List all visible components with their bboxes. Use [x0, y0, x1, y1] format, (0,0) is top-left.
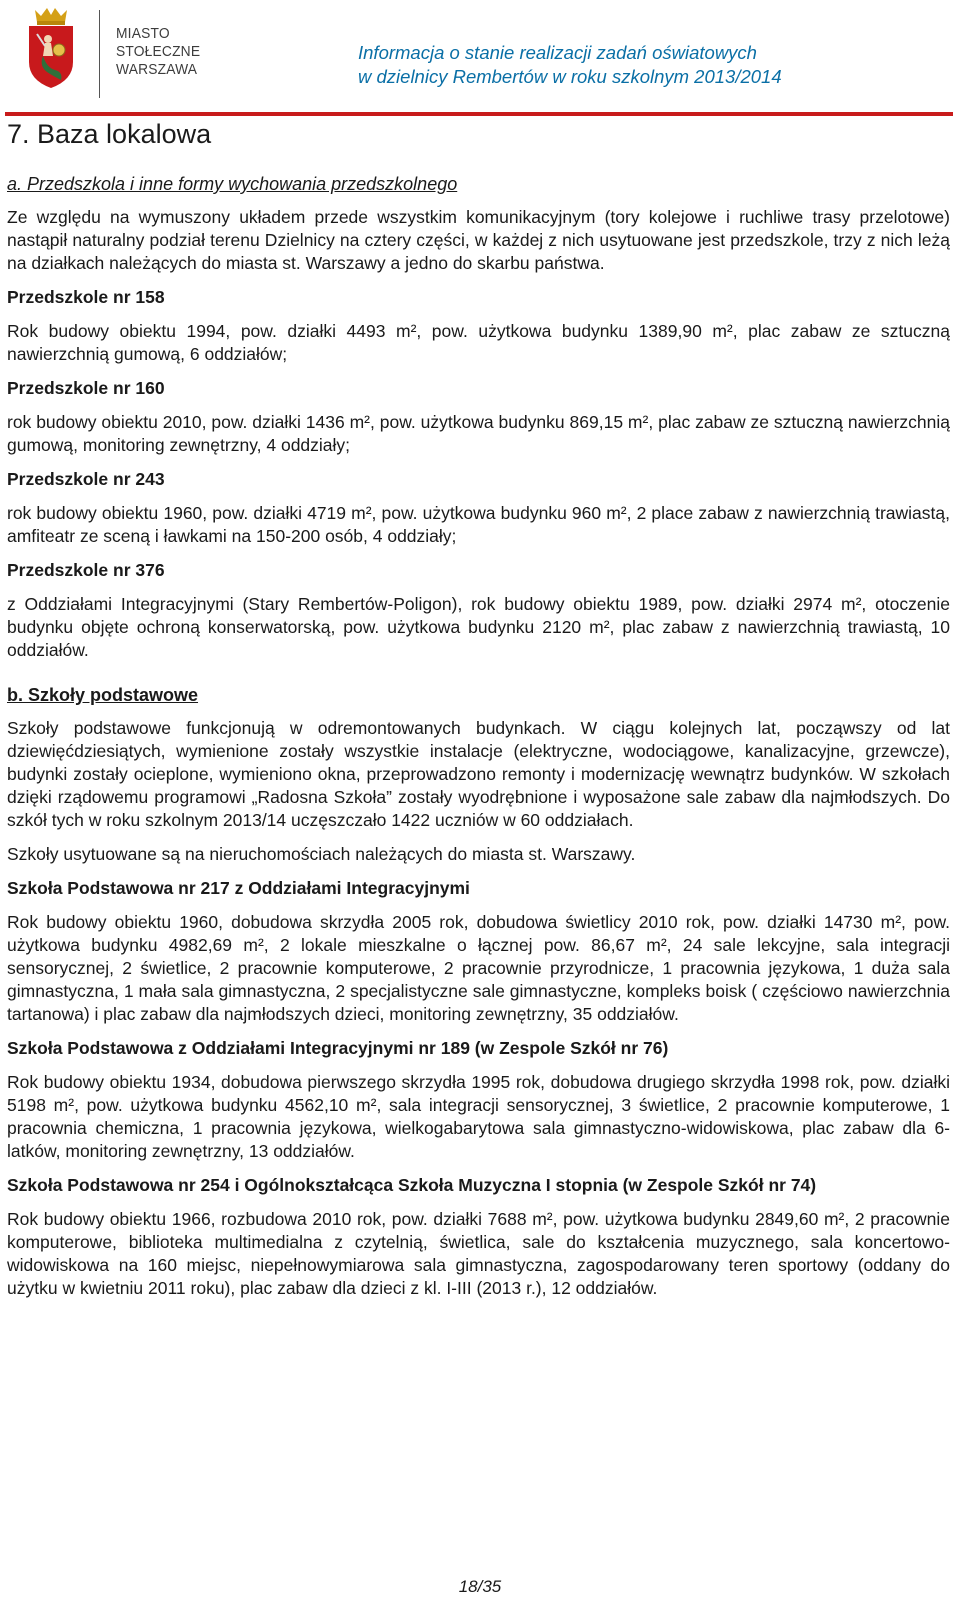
preschools-heading: a. Przedszkola i inne formy wychowania przedszkolnego — [7, 174, 458, 194]
logo-line: WARSZAWA — [116, 61, 198, 78]
preschool-description: Rok budowy obiektu 1994, pow. działki 4493 m², pow. użytkowa budynku 1389,90 m², plac zabaw ze sztuczną nawierzchnią gumową, 6 oddziałów; — [7, 321, 950, 364]
school-name: Szkoła Podstawowa nr 254 i Ogólnokształcąca Szkoła Muzyczna I stopnia (w Zespole Szkół nr 74) — [7, 1175, 817, 1195]
header-divider — [99, 10, 100, 98]
page-header — [0, 0, 960, 118]
page-content — [7, 115, 950, 1300]
warsaw-crest-icon — [25, 6, 77, 90]
schools-heading: b. Szkoły podstawowe — [7, 685, 199, 705]
preschools-intro: Ze względu na wymuszony układem przede wszystkim komunikacyjnym (tory kolejowe i ruchliwe trasy przelotowe) nastąpił naturalny podział terenu Dzielnicy na cztery części, w każdej z nich usytuowane jest przedszkole, trzy z nich leżą na działkach należących do miasta st. Warszawy a jedno do skarbu państwa. — [7, 207, 950, 273]
schools-ownership: Szkoły usytuowane są na nieruchomościach należących do miasta st. Warszawy. — [7, 844, 636, 864]
preschool-description: z Oddziałami Integracyjnymi (Stary Rembertów-Poligon), rok budowy obiektu 1989, pow. działki 2974 m², otoczenie budynku objęte ochroną konserwatorską, pow. użytkowa budynku 2120 m², plac zabaw z nawierzchnią trawiastą, 10 oddziałów. — [7, 594, 950, 660]
preschool-description: rok budowy obiektu 1960, pow. działki 4719 m², pow. użytkowa budynku 960 m², 2 place zabaw z nawierzchnią trawiastą, amfiteatr ze sceną i ławkami na 150-200 osób, 4 oddziały; — [7, 503, 950, 546]
school-description: Rok budowy obiektu 1934, dobudowa pierwszego skrzydła 1995 rok, dobudowa drugiego skrzydła 1998 rok, pow. działki 5198 m², pow. użytkowa budynku 4562,10 m², sala integracji sensorycznej, 3 świetlice, 2 pracownie komputerowe, 1 pracownia chemiczna, 1 pracownia językowa, wielkogabarytowa sala gimnastyczno-widowiskowa, plac zabaw dla 6-latków, monitoring zewnętrzny, 13 oddziałów. — [7, 1072, 950, 1161]
header-title-line: Informacja o stanie realizacji zadań oświatowych — [358, 42, 757, 63]
preschool-name: Przedszkole nr 376 — [7, 560, 165, 580]
document-header-title — [358, 41, 943, 89]
school-description: Rok budowy obiektu 1960, dobudowa skrzydła 2005 rok, dobudowa świetlicy 2010 rok, pow. działki 14730 m², pow. użytkowa budynku 4982,69 m², 2 lokale mieszkalne o łącznej pow. 86,67 m², 24 sale lekcyjne, sala integracji sensorycznej, 2 świetlice, 2 pracownie komputerowe, 2 pracownie przyrodnicze, 1 pracownia językowa, 1 duża sala gimnastyczna, 1 mała sala gimnastyczna, 2 specjalistyczne sale gimnastyczne, kompleks boisk ( częściowo nawierzchnia tartanowa) i plac zabaw dla najmłodszych dzieci, monitoring zewnętrzny, 35 oddziałów. — [7, 912, 950, 1024]
city-logo-text — [116, 25, 200, 79]
school-name: Szkoła Podstawowa z Oddziałami Integracyjnymi nr 189 (w Zespole Szkół nr 76) — [7, 1038, 669, 1058]
page-number: 18/35 — [458, 1577, 502, 1596]
preschool-name: Przedszkole nr 243 — [7, 469, 165, 489]
preschool-description: rok budowy obiektu 2010, pow. działki 1436 m², pow. użytkowa budynku 869,15 m², plac zabaw ze sztuczną nawierzchnią gumową, monitoring zewnętrzny, 4 oddziały; — [7, 412, 950, 455]
preschool-name: Przedszkole nr 158 — [7, 287, 165, 307]
school-description: Rok budowy obiektu 1966, rozbudowa 2010 rok, pow. działki 7688 m², pow. użytkowa budynku 2849,60 m², 2 pracownie komputerowe, biblioteka multimedialna z czytelnią, świetlica, sale do kształcenia muzycznego, sala koncertowo-widowiskowa na 160 miejsc, niepełnowymiarowa sala gimnastyczna, zagospodarowany teren sportowy (oddany do użytku w kwietniu 2011 roku), plac zabaw dla dzieci z kl. I-III (2013 r.), 12 oddziałów. — [7, 1209, 950, 1298]
preschool-name: Przedszkole nr 160 — [7, 378, 165, 398]
header-title-line: w dzielnicy Rembertów w roku szkolnym 2013/2014 — [358, 66, 782, 87]
section-title: 7. Baza lokalowa — [7, 119, 212, 149]
schools-intro: Szkoły podstawowe funkcjonują w odremontowanych budynkach. W ciągu kolejnych lat, począwszy od lat dziewięćdziesiątych, wymienione zostały wszystkie instalacje (elektryczne, wodociągowe, kanalizacyjne, grzewcze), budynki zostały ocieplone, wymieniono okna, przeprowadzono remonty i modernizację wewnątrz budynków. W szkołach dzięki rządowemu programowi „Radosna Szkoła” zostały wyodrębnione i wyposażone sale zabaw dla najmłodszych. Do szkół tych w roku szkolnym 2013/14 uczęszczało 1422 uczniów w 60 oddziałach. — [7, 718, 950, 830]
school-name: Szkoła Podstawowa nr 217 z Oddziałami Integracyjnymi — [7, 878, 470, 898]
logo-line: STOŁECZNE — [116, 43, 201, 60]
logo-line: MIASTO — [116, 25, 170, 42]
